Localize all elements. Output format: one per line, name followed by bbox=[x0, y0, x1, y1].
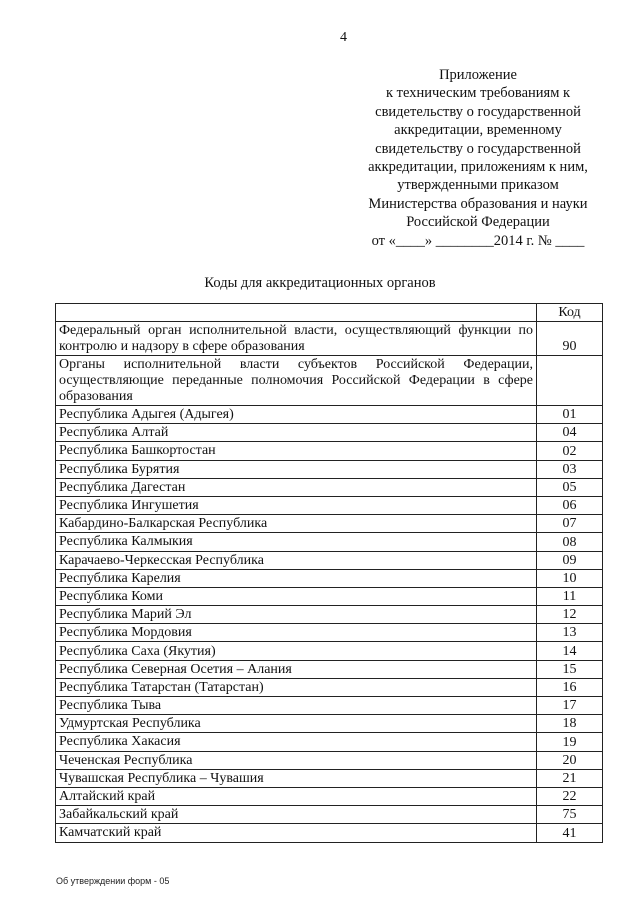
cell-authority-name: Республика Бурятия bbox=[56, 460, 537, 478]
cell-code: 10 bbox=[537, 569, 603, 587]
cell-authority-name: Республика Алтай bbox=[56, 424, 537, 442]
footer-note: Об утверждении форм - 05 bbox=[56, 876, 170, 886]
appendix-line: аккредитации, временному bbox=[394, 122, 562, 139]
cell-authority-name: Республика Хакасия bbox=[56, 733, 537, 751]
cell-code: 90 bbox=[537, 322, 603, 356]
table-row bbox=[56, 442, 603, 460]
cell-code: 18 bbox=[537, 715, 603, 733]
cell-code: 41 bbox=[537, 824, 603, 842]
codes-table bbox=[55, 303, 603, 843]
table-row bbox=[56, 769, 603, 787]
cell-authority-name: Республика Саха (Якутия) bbox=[56, 642, 537, 660]
table-row bbox=[56, 478, 603, 496]
cell-authority-name: Республика Тыва bbox=[56, 697, 537, 715]
cell-code: 08 bbox=[537, 533, 603, 551]
table-row bbox=[56, 824, 603, 842]
table-row bbox=[56, 569, 603, 587]
cell-code: 12 bbox=[537, 606, 603, 624]
appendix-line: свидетельству о государственной bbox=[375, 140, 581, 157]
cell-authority-name: Республика Ингушетия bbox=[56, 496, 537, 514]
cell-authority-name: Алтайский край bbox=[56, 787, 537, 805]
page-number: 4 bbox=[340, 30, 347, 45]
cell-authority-name: Республика Мордовия bbox=[56, 624, 537, 642]
cell-code: 21 bbox=[537, 769, 603, 787]
cell-authority-name: Кабардино-Балкарская Республика bbox=[56, 515, 537, 533]
appendix-line: свидетельству о государственной bbox=[375, 103, 581, 120]
appendix-line: аккредитации, приложениям к ним, bbox=[368, 159, 588, 176]
cell-code: 05 bbox=[537, 478, 603, 496]
cell-authority-name: Республика Дагестан bbox=[56, 478, 537, 496]
table-row bbox=[56, 406, 603, 424]
table-row bbox=[56, 551, 603, 569]
cell-code: 15 bbox=[537, 660, 603, 678]
cell-code: 11 bbox=[537, 587, 603, 605]
table-row bbox=[56, 515, 603, 533]
cell-authority-name: Удмуртская Республика bbox=[56, 715, 537, 733]
cell-authority-name: Камчатский край bbox=[56, 824, 537, 842]
cell-code: 16 bbox=[537, 678, 603, 696]
table-row bbox=[56, 624, 603, 642]
appendix-line: Российской Федерации bbox=[406, 214, 550, 231]
cell-authority-name: Республика Карелия bbox=[56, 569, 537, 587]
table-row bbox=[56, 533, 603, 551]
table-header-row bbox=[56, 304, 603, 322]
cell-code: 01 bbox=[537, 406, 603, 424]
table-row bbox=[56, 787, 603, 805]
cell-code bbox=[537, 356, 603, 406]
cell-code: 04 bbox=[537, 424, 603, 442]
cell-authority-name: Чеченская Республика bbox=[56, 751, 537, 769]
table-row bbox=[56, 496, 603, 514]
table-row bbox=[56, 642, 603, 660]
appendix-line: утвержденными приказом bbox=[397, 177, 559, 194]
table-row bbox=[56, 606, 603, 624]
cell-code: 22 bbox=[537, 787, 603, 805]
appendix-line: Министерства образования и науки bbox=[368, 195, 588, 212]
table-row bbox=[56, 356, 603, 406]
cell-code: 19 bbox=[537, 733, 603, 751]
table-row bbox=[56, 460, 603, 478]
cell-code: 09 bbox=[537, 551, 603, 569]
cell-code: 07 bbox=[537, 515, 603, 533]
column-header-code: Код bbox=[537, 304, 603, 322]
table-row bbox=[56, 806, 603, 824]
cell-code: 20 bbox=[537, 751, 603, 769]
table-row bbox=[56, 751, 603, 769]
cell-authority-name: Республика Башкортостан bbox=[56, 442, 537, 460]
cell-code: 14 bbox=[537, 642, 603, 660]
appendix-line: Приложение bbox=[439, 67, 517, 83]
cell-code: 13 bbox=[537, 624, 603, 642]
table-row bbox=[56, 322, 603, 356]
cell-code: 06 bbox=[537, 496, 603, 514]
document-title: Коды для аккредитационных органов bbox=[204, 275, 436, 291]
table-row bbox=[56, 715, 603, 733]
appendix-date-line: от «____» ________2014 г. № ____ bbox=[371, 232, 585, 249]
table-row bbox=[56, 424, 603, 442]
cell-authority-name: Республика Марий Эл bbox=[56, 606, 537, 624]
column-header-name bbox=[56, 304, 537, 322]
appendix-header bbox=[352, 66, 604, 250]
cell-code: 02 bbox=[537, 442, 603, 460]
cell-authority-name: Республика Калмыкия bbox=[56, 533, 537, 551]
cell-authority-name: Органы исполнительной власти субъектов Российской Федерации, осуществляющие переданные полномочия Российской Федерации в сфере образования bbox=[56, 356, 537, 406]
appendix-line: к техническим требованиям к bbox=[385, 85, 571, 102]
table-row bbox=[56, 587, 603, 605]
cell-authority-name: Республика Коми bbox=[56, 587, 537, 605]
table-row bbox=[56, 660, 603, 678]
cell-code: 17 bbox=[537, 697, 603, 715]
cell-code: 03 bbox=[537, 460, 603, 478]
cell-code: 75 bbox=[537, 806, 603, 824]
cell-authority-name: Республика Татарстан (Татарстан) bbox=[56, 678, 537, 696]
table-row bbox=[56, 678, 603, 696]
cell-authority-name: Забайкальский край bbox=[56, 806, 537, 824]
cell-authority-name: Республика Адыгея (Адыгея) bbox=[56, 406, 537, 424]
table-row bbox=[56, 697, 603, 715]
table-row bbox=[56, 733, 603, 751]
cell-authority-name: Республика Северная Осетия – Алания bbox=[56, 660, 537, 678]
cell-authority-name: Федеральный орган исполнительной власти, осуществляющий функции по контролю и надзору в сфере образования bbox=[56, 322, 537, 356]
cell-authority-name: Карачаево-Черкесская Республика bbox=[56, 551, 537, 569]
cell-authority-name: Чувашская Республика – Чувашия bbox=[56, 769, 537, 787]
